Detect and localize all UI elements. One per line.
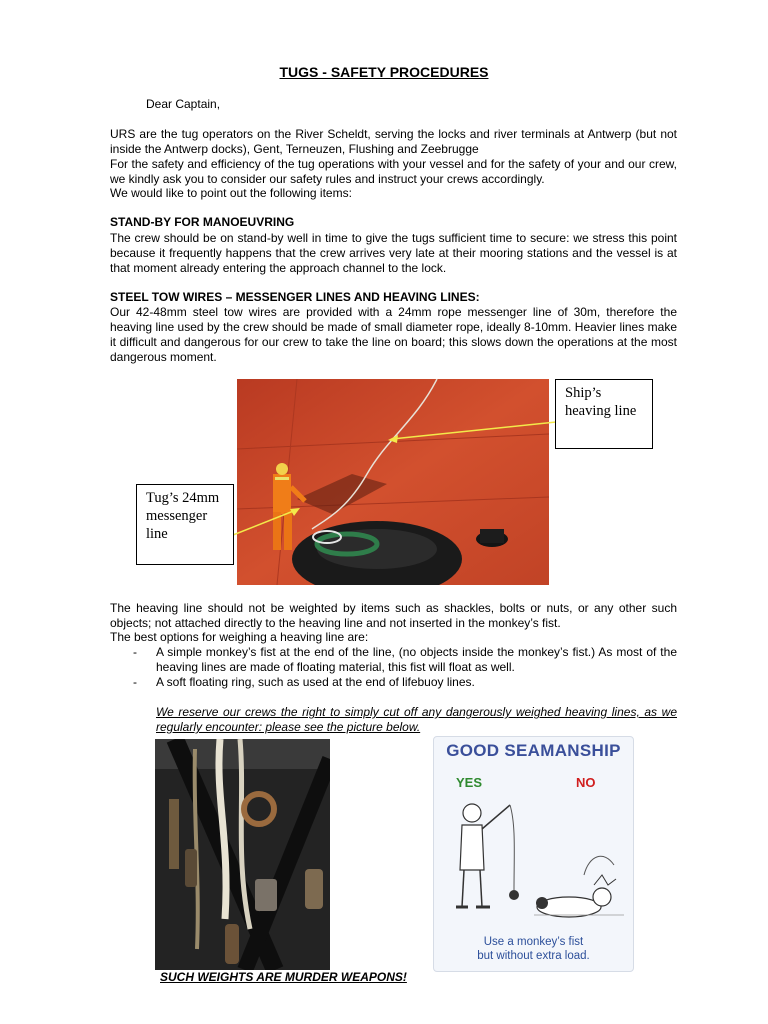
section-heading-tow-wires: STEEL TOW WIRES – MESSENGER LINES AND HEAVING LINES: xyxy=(110,290,480,304)
poster-caption-line-1: Use a monkey’s fist xyxy=(483,936,584,948)
paragraph-no-weights: The heaving line should not be weighted by items such as shackles, bolts or nuts, or any other such objects; not attached directly to the heaving line and not inserted in the monkey’s fist. xyxy=(110,601,677,630)
warning-text: We reserve our crews the right to simply cut off any dangerously weighed heaving lines, as we regularly encounter: please see the picture below. xyxy=(156,705,677,734)
dangerous-weights-photo xyxy=(155,739,330,970)
poster-caption-line-2: but without extra load. xyxy=(477,950,590,962)
salutation: Dear Captain, xyxy=(146,97,221,111)
callout-ships-heaving-line: Ship’s heaving line xyxy=(555,379,653,449)
photo-caption: SUCH WEIGHTS ARE MURDER WEAPONS! xyxy=(160,970,407,984)
bullet-dash-2: - xyxy=(133,675,137,689)
poster-yes-label: YES xyxy=(456,775,483,790)
bullet-dash-1: - xyxy=(133,645,137,659)
section-body-tow-wires: Our 42-48mm steel tow wires are provided with a 24mm rope messenger line of 30m, therefore the heaving line used by the crew should be made of small diameter rope, ideally 8-10mm. Heavier lines make it difficult and dangerous for our crew to take the line on board; this slows down the operations at the most dangerous moment. xyxy=(110,305,677,364)
section-heading-standby: STAND-BY FOR MANOEUVRING xyxy=(110,215,295,229)
intro-paragraph-3: We would like to point out the following items: xyxy=(110,186,352,200)
poster-title: GOOD SEAMANSHIP xyxy=(446,741,621,760)
callout-tugs-messenger-line: Tug’s 24mm messenger line xyxy=(136,484,234,565)
paragraph-best-options: The best options for weighing a heaving line are: xyxy=(110,630,369,644)
bullet-text-2: A soft floating ring, such as used at the end of lifebuoy lines. xyxy=(156,675,475,689)
poster-no-label: NO xyxy=(576,775,596,790)
good-seamanship-poster xyxy=(433,736,634,972)
intro-paragraph-2: For the safety and efficiency of the tug operations with your vessel and for the safety of your and our crew, we kindly ask you to consider our safety rules and instruct your crews accordingly. xyxy=(110,157,677,186)
bullet-text-1: A simple monkey’s fist at the end of the line, (no objects inside the monkey’s fist.) As most of the heaving lines are made of floating material, this fist will float as well. xyxy=(156,645,677,674)
section-body-standby: The crew should be on stand-by well in time to give the tugs sufficient time to secure: we stress this point because it frequently happens that the crew arrives very late at their mooring stations and the vessel is at that moment already entering the approach channel to the lock. xyxy=(110,231,677,275)
poster-illustration xyxy=(434,795,633,935)
intro-paragraph-1: URS are the tug operators on the River Scheldt, serving the locks and river terminals at Antwerp (but not inside the Antwerp docks), Gent, Terneuzen, Flushing and Zeebrugge xyxy=(110,127,677,156)
poster-caption xyxy=(434,935,633,963)
document-title: TUGS - SAFETY PROCEDURES xyxy=(279,64,489,80)
